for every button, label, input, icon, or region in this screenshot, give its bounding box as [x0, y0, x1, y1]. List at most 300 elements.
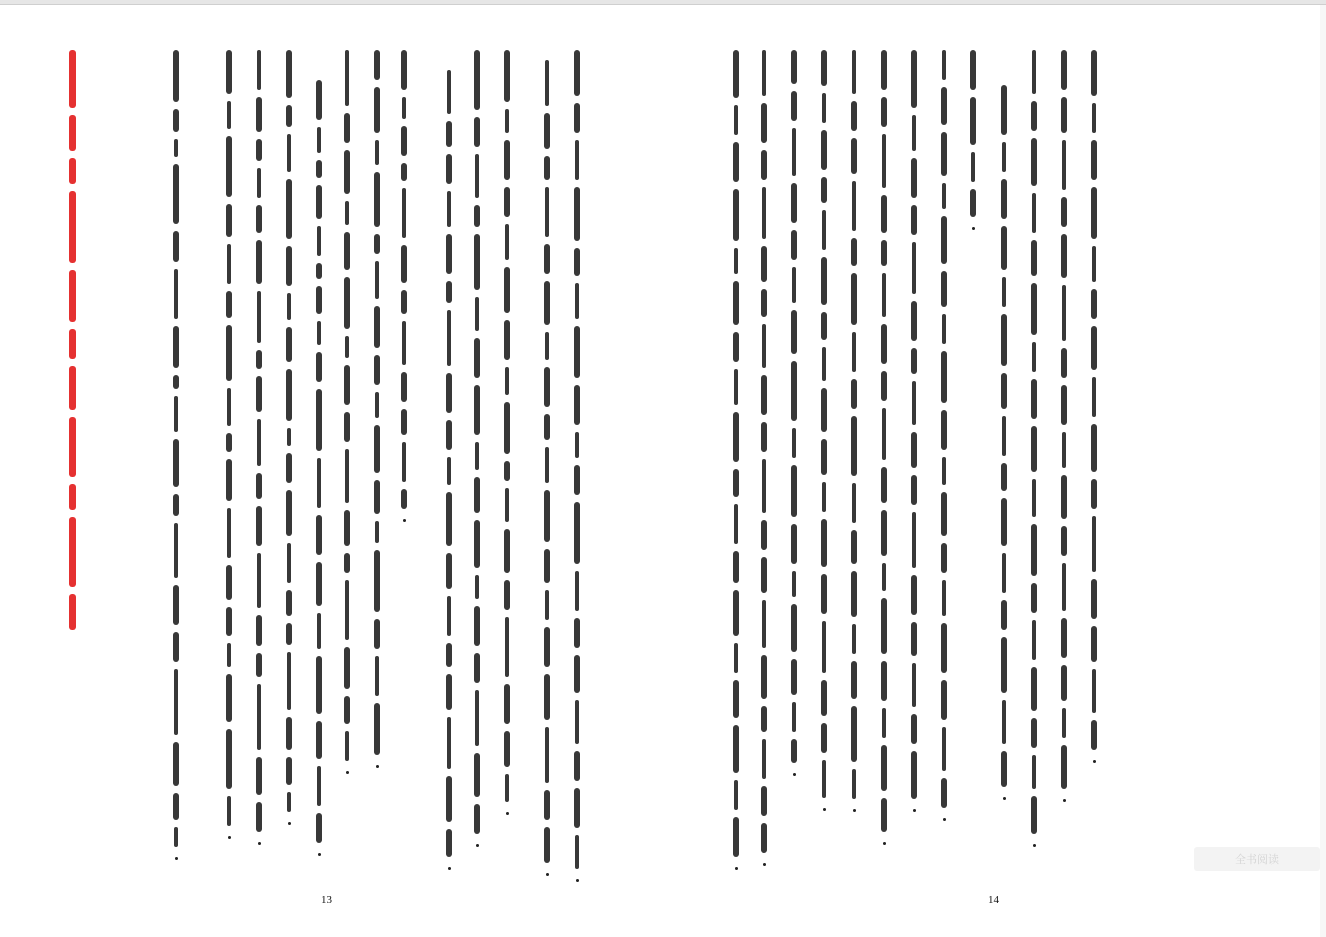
script-word: [504, 684, 510, 724]
script-word: [574, 502, 580, 564]
script-word: [882, 134, 886, 188]
script-word: [226, 433, 232, 452]
script-word: [1062, 432, 1066, 468]
script-word: [882, 273, 886, 317]
script-word: [941, 410, 947, 450]
script-word: [970, 189, 976, 217]
script-word: [375, 261, 379, 299]
script-word: [1001, 314, 1007, 366]
title-word: [69, 115, 76, 151]
script-word: [1032, 50, 1036, 94]
script-word: [402, 321, 406, 365]
script-word: [1092, 516, 1096, 572]
punctuation-mark: [346, 771, 349, 774]
script-word: [316, 80, 322, 120]
script-word: [401, 372, 407, 402]
script-word: [316, 562, 322, 606]
script-word: [1031, 138, 1037, 186]
script-word: [1002, 277, 1006, 307]
script-word: [226, 136, 232, 197]
text-column: [1090, 50, 1098, 770]
script-word: [544, 549, 550, 583]
script-word: [791, 604, 797, 652]
text-column: [573, 50, 581, 889]
script-word: [911, 205, 917, 235]
script-word: [912, 242, 916, 294]
script-word: [941, 132, 947, 176]
script-word: [504, 402, 510, 454]
script-word: [504, 320, 510, 360]
script-word: [227, 244, 231, 284]
script-word: [505, 109, 509, 133]
script-word: [911, 475, 917, 505]
script-word: [911, 301, 917, 341]
script-word: [375, 392, 379, 418]
script-word: [733, 590, 739, 636]
script-word: [1001, 637, 1007, 693]
script-word: [791, 50, 797, 84]
script-word: [474, 205, 480, 227]
script-word: [226, 50, 232, 94]
script-word: [1002, 416, 1006, 456]
punctuation-mark: [228, 836, 231, 839]
script-word: [851, 416, 857, 476]
script-word: [545, 60, 549, 106]
script-word: [344, 412, 350, 442]
script-word: [733, 412, 739, 462]
script-word: [374, 619, 380, 649]
script-word: [287, 428, 291, 446]
text-column: [255, 50, 263, 852]
script-word: [574, 248, 580, 276]
script-word: [257, 419, 261, 466]
script-word: [852, 769, 856, 799]
script-word: [446, 373, 452, 413]
script-word: [446, 829, 452, 857]
punctuation-mark: [943, 818, 946, 821]
text-column: [732, 50, 740, 877]
script-word: [881, 240, 887, 266]
script-word: [761, 375, 767, 415]
script-word: [912, 381, 916, 425]
script-word: [446, 674, 452, 710]
script-word: [761, 246, 767, 282]
script-word: [286, 105, 292, 127]
script-word: [402, 188, 406, 238]
script-word: [317, 321, 321, 345]
script-word: [574, 618, 580, 648]
script-word: [345, 580, 349, 640]
script-word: [447, 310, 451, 366]
script-word: [1062, 285, 1066, 341]
text-column: [445, 70, 453, 877]
script-word: [1091, 626, 1097, 662]
script-word: [257, 553, 261, 608]
script-word: [1001, 226, 1007, 270]
script-word: [227, 508, 231, 558]
script-word: [344, 150, 350, 194]
script-word: [446, 281, 452, 303]
script-word: [791, 361, 797, 421]
text-column: [1060, 50, 1068, 809]
script-word: [286, 590, 292, 616]
script-word: [401, 50, 407, 90]
punctuation-mark: [448, 867, 451, 870]
script-word: [227, 796, 231, 826]
text-column: [760, 50, 768, 873]
script-word: [1091, 424, 1097, 472]
script-word: [1032, 342, 1036, 372]
script-word: [912, 115, 916, 151]
script-word: [286, 50, 292, 98]
script-word: [374, 306, 380, 348]
script-word: [852, 50, 856, 94]
script-word: [286, 179, 292, 239]
script-word: [733, 725, 739, 773]
script-word: [1062, 140, 1066, 190]
script-word: [911, 575, 917, 615]
script-word: [173, 793, 179, 820]
script-word: [575, 283, 579, 319]
script-word: [286, 369, 292, 421]
script-word: [226, 291, 232, 318]
script-word: [851, 101, 857, 131]
script-word: [761, 706, 767, 732]
script-word: [344, 365, 350, 405]
text-column: [790, 50, 798, 783]
script-word: [1061, 526, 1067, 556]
script-word: [733, 142, 739, 182]
script-word: [970, 50, 976, 90]
script-word: [446, 154, 452, 184]
text-column: [172, 50, 180, 867]
script-word: [911, 714, 917, 744]
script-word: [402, 442, 406, 482]
script-word: [375, 521, 379, 543]
punctuation-mark: [1033, 844, 1036, 847]
script-word: [316, 721, 322, 759]
script-word: [1091, 140, 1097, 180]
script-word: [345, 336, 349, 358]
script-word: [912, 663, 916, 707]
script-word: [446, 776, 452, 822]
script-word: [504, 267, 510, 313]
text-column: [343, 50, 351, 781]
script-word: [344, 553, 350, 573]
script-word: [791, 465, 797, 517]
script-word: [882, 408, 886, 460]
script-word: [733, 680, 739, 718]
text-column: [880, 50, 888, 852]
script-word: [851, 379, 857, 409]
script-word: [851, 238, 857, 266]
script-word: [544, 827, 550, 863]
script-word: [544, 627, 550, 667]
script-word: [1001, 85, 1007, 135]
script-word: [941, 623, 947, 673]
script-word: [504, 140, 510, 180]
script-word: [881, 661, 887, 701]
script-word: [256, 802, 262, 832]
script-word: [173, 439, 179, 487]
script-word: [344, 696, 350, 724]
script-word: [316, 160, 322, 178]
script-word: [401, 163, 407, 181]
script-word: [545, 727, 549, 783]
script-word: [227, 643, 231, 667]
text-column: [225, 50, 233, 846]
script-word: [256, 473, 262, 499]
script-word: [173, 164, 179, 224]
script-word: [881, 798, 887, 832]
script-word: [316, 813, 322, 843]
script-word: [970, 97, 976, 145]
script-word: [504, 461, 510, 481]
script-word: [174, 669, 178, 735]
chapter-title-column: [68, 50, 76, 730]
script-word: [761, 655, 767, 699]
script-word: [733, 469, 739, 497]
script-word: [1061, 475, 1067, 519]
script-word: [474, 606, 480, 646]
script-word: [574, 465, 580, 495]
text-column: [315, 80, 323, 863]
script-word: [504, 50, 510, 102]
script-word: [256, 205, 262, 233]
script-word: [286, 757, 292, 785]
script-word: [447, 191, 451, 227]
script-word: [446, 643, 452, 667]
script-word: [575, 700, 579, 744]
script-word: [402, 97, 406, 119]
script-word: [474, 234, 480, 290]
script-word: [1031, 283, 1037, 335]
text-column: [940, 50, 948, 828]
script-word: [733, 281, 739, 325]
script-word: [173, 50, 179, 102]
script-word: [317, 766, 321, 806]
title-word: [69, 417, 76, 477]
script-word: [733, 551, 739, 583]
script-word: [446, 420, 452, 450]
script-word: [761, 150, 767, 180]
script-word: [173, 742, 179, 786]
script-word: [852, 483, 856, 523]
script-word: [256, 376, 262, 412]
reader-watermark-button[interactable]: 全书阅读: [1194, 847, 1320, 871]
script-word: [174, 396, 178, 432]
script-word: [475, 575, 479, 599]
script-word: [762, 459, 766, 513]
script-word: [734, 643, 738, 673]
script-word: [544, 790, 550, 820]
text-column: [850, 50, 858, 819]
script-word: [1092, 103, 1096, 133]
script-word: [316, 185, 322, 219]
script-word: [174, 269, 178, 319]
punctuation-mark: [763, 863, 766, 866]
script-word: [475, 297, 479, 331]
script-word: [544, 674, 550, 720]
punctuation-mark: [1003, 797, 1006, 800]
script-word: [286, 453, 292, 483]
punctuation-mark: [576, 879, 579, 882]
script-word: [761, 289, 767, 317]
script-word: [173, 632, 179, 662]
script-word: [941, 680, 947, 720]
script-word: [575, 835, 579, 869]
script-word: [851, 571, 857, 617]
script-word: [345, 449, 349, 503]
script-word: [286, 717, 292, 750]
text-column: [285, 50, 293, 832]
title-word: [69, 366, 76, 410]
script-word: [173, 585, 179, 625]
script-word: [317, 458, 321, 508]
script-word: [1031, 101, 1037, 131]
script-word: [941, 87, 947, 125]
vertical-scrollbar[interactable]: [1320, 5, 1326, 937]
script-word: [227, 101, 231, 129]
script-word: [1091, 50, 1097, 96]
script-word: [1032, 193, 1036, 233]
script-word: [1002, 553, 1006, 593]
script-word: [762, 600, 766, 648]
script-word: [1061, 745, 1067, 789]
script-word: [792, 267, 796, 303]
script-word: [1061, 97, 1067, 133]
script-word: [761, 823, 767, 853]
script-word: [1031, 240, 1037, 276]
script-word: [1061, 197, 1067, 227]
punctuation-mark: [793, 773, 796, 776]
script-word: [374, 550, 380, 612]
punctuation-mark: [1093, 760, 1096, 763]
script-word: [474, 385, 480, 435]
script-word: [173, 109, 179, 132]
script-word: [316, 263, 322, 279]
script-word: [941, 271, 947, 307]
script-word: [733, 50, 739, 98]
script-word: [544, 244, 550, 274]
script-word: [1091, 479, 1097, 509]
punctuation-mark: [258, 842, 261, 845]
script-word: [1092, 669, 1096, 713]
script-word: [792, 128, 796, 176]
script-word: [316, 352, 322, 382]
script-word: [821, 388, 827, 432]
script-word: [256, 240, 262, 284]
script-word: [256, 97, 262, 132]
script-word: [505, 367, 509, 395]
script-word: [174, 139, 178, 157]
script-word: [574, 187, 580, 241]
script-word: [822, 93, 826, 123]
script-word: [1061, 348, 1067, 378]
script-word: [287, 543, 291, 583]
script-word: [734, 369, 738, 405]
title-word: [69, 270, 76, 322]
script-word: [941, 492, 947, 536]
script-word: [1001, 498, 1007, 546]
script-word: [734, 504, 738, 544]
script-word: [574, 655, 580, 693]
script-word: [881, 467, 887, 503]
script-word: [881, 195, 887, 233]
script-word: [345, 50, 349, 106]
script-word: [401, 126, 407, 156]
script-word: [792, 428, 796, 458]
script-word: [822, 482, 826, 512]
script-word: [791, 524, 797, 564]
script-word: [574, 50, 580, 96]
title-word: [69, 50, 76, 108]
script-word: [256, 615, 262, 646]
script-word: [226, 459, 232, 501]
script-word: [574, 103, 580, 133]
script-word: [446, 492, 452, 546]
script-word: [792, 571, 796, 597]
script-word: [447, 596, 451, 636]
script-word: [821, 574, 827, 614]
script-word: [852, 181, 856, 231]
script-word: [316, 389, 322, 451]
script-word: [1031, 583, 1037, 613]
text-column: [910, 50, 918, 819]
script-word: [446, 553, 452, 589]
script-word: [257, 291, 261, 343]
script-word: [821, 257, 827, 305]
script-word: [401, 489, 407, 509]
script-word: [317, 613, 321, 649]
script-word: [911, 432, 917, 468]
script-word: [545, 332, 549, 360]
script-word: [256, 139, 262, 161]
script-word: [1061, 385, 1067, 425]
script-word: [446, 234, 452, 274]
script-word: [1001, 751, 1007, 787]
script-word: [504, 731, 510, 767]
script-word: [544, 156, 550, 180]
title-word: [69, 517, 76, 587]
script-word: [971, 152, 975, 182]
script-word: [821, 50, 827, 86]
script-word: [851, 706, 857, 762]
script-word: [317, 226, 321, 256]
script-word: [226, 729, 232, 789]
script-word: [791, 230, 797, 260]
script-word: [574, 326, 580, 378]
text-column: [1030, 50, 1038, 854]
script-word: [544, 281, 550, 325]
text-column: [1000, 85, 1008, 807]
punctuation-mark: [288, 822, 291, 825]
book-spread[interactable]: [0, 5, 1326, 937]
script-word: [911, 622, 917, 656]
script-word: [286, 327, 292, 362]
text-column: [543, 60, 551, 883]
script-word: [545, 447, 549, 483]
script-word: [474, 520, 480, 568]
script-word: [575, 432, 579, 458]
script-word: [761, 786, 767, 816]
script-word: [401, 290, 407, 314]
script-word: [1032, 755, 1036, 789]
script-word: [474, 653, 480, 683]
script-word: [344, 510, 350, 546]
script-word: [1091, 326, 1097, 370]
script-word: [762, 324, 766, 368]
